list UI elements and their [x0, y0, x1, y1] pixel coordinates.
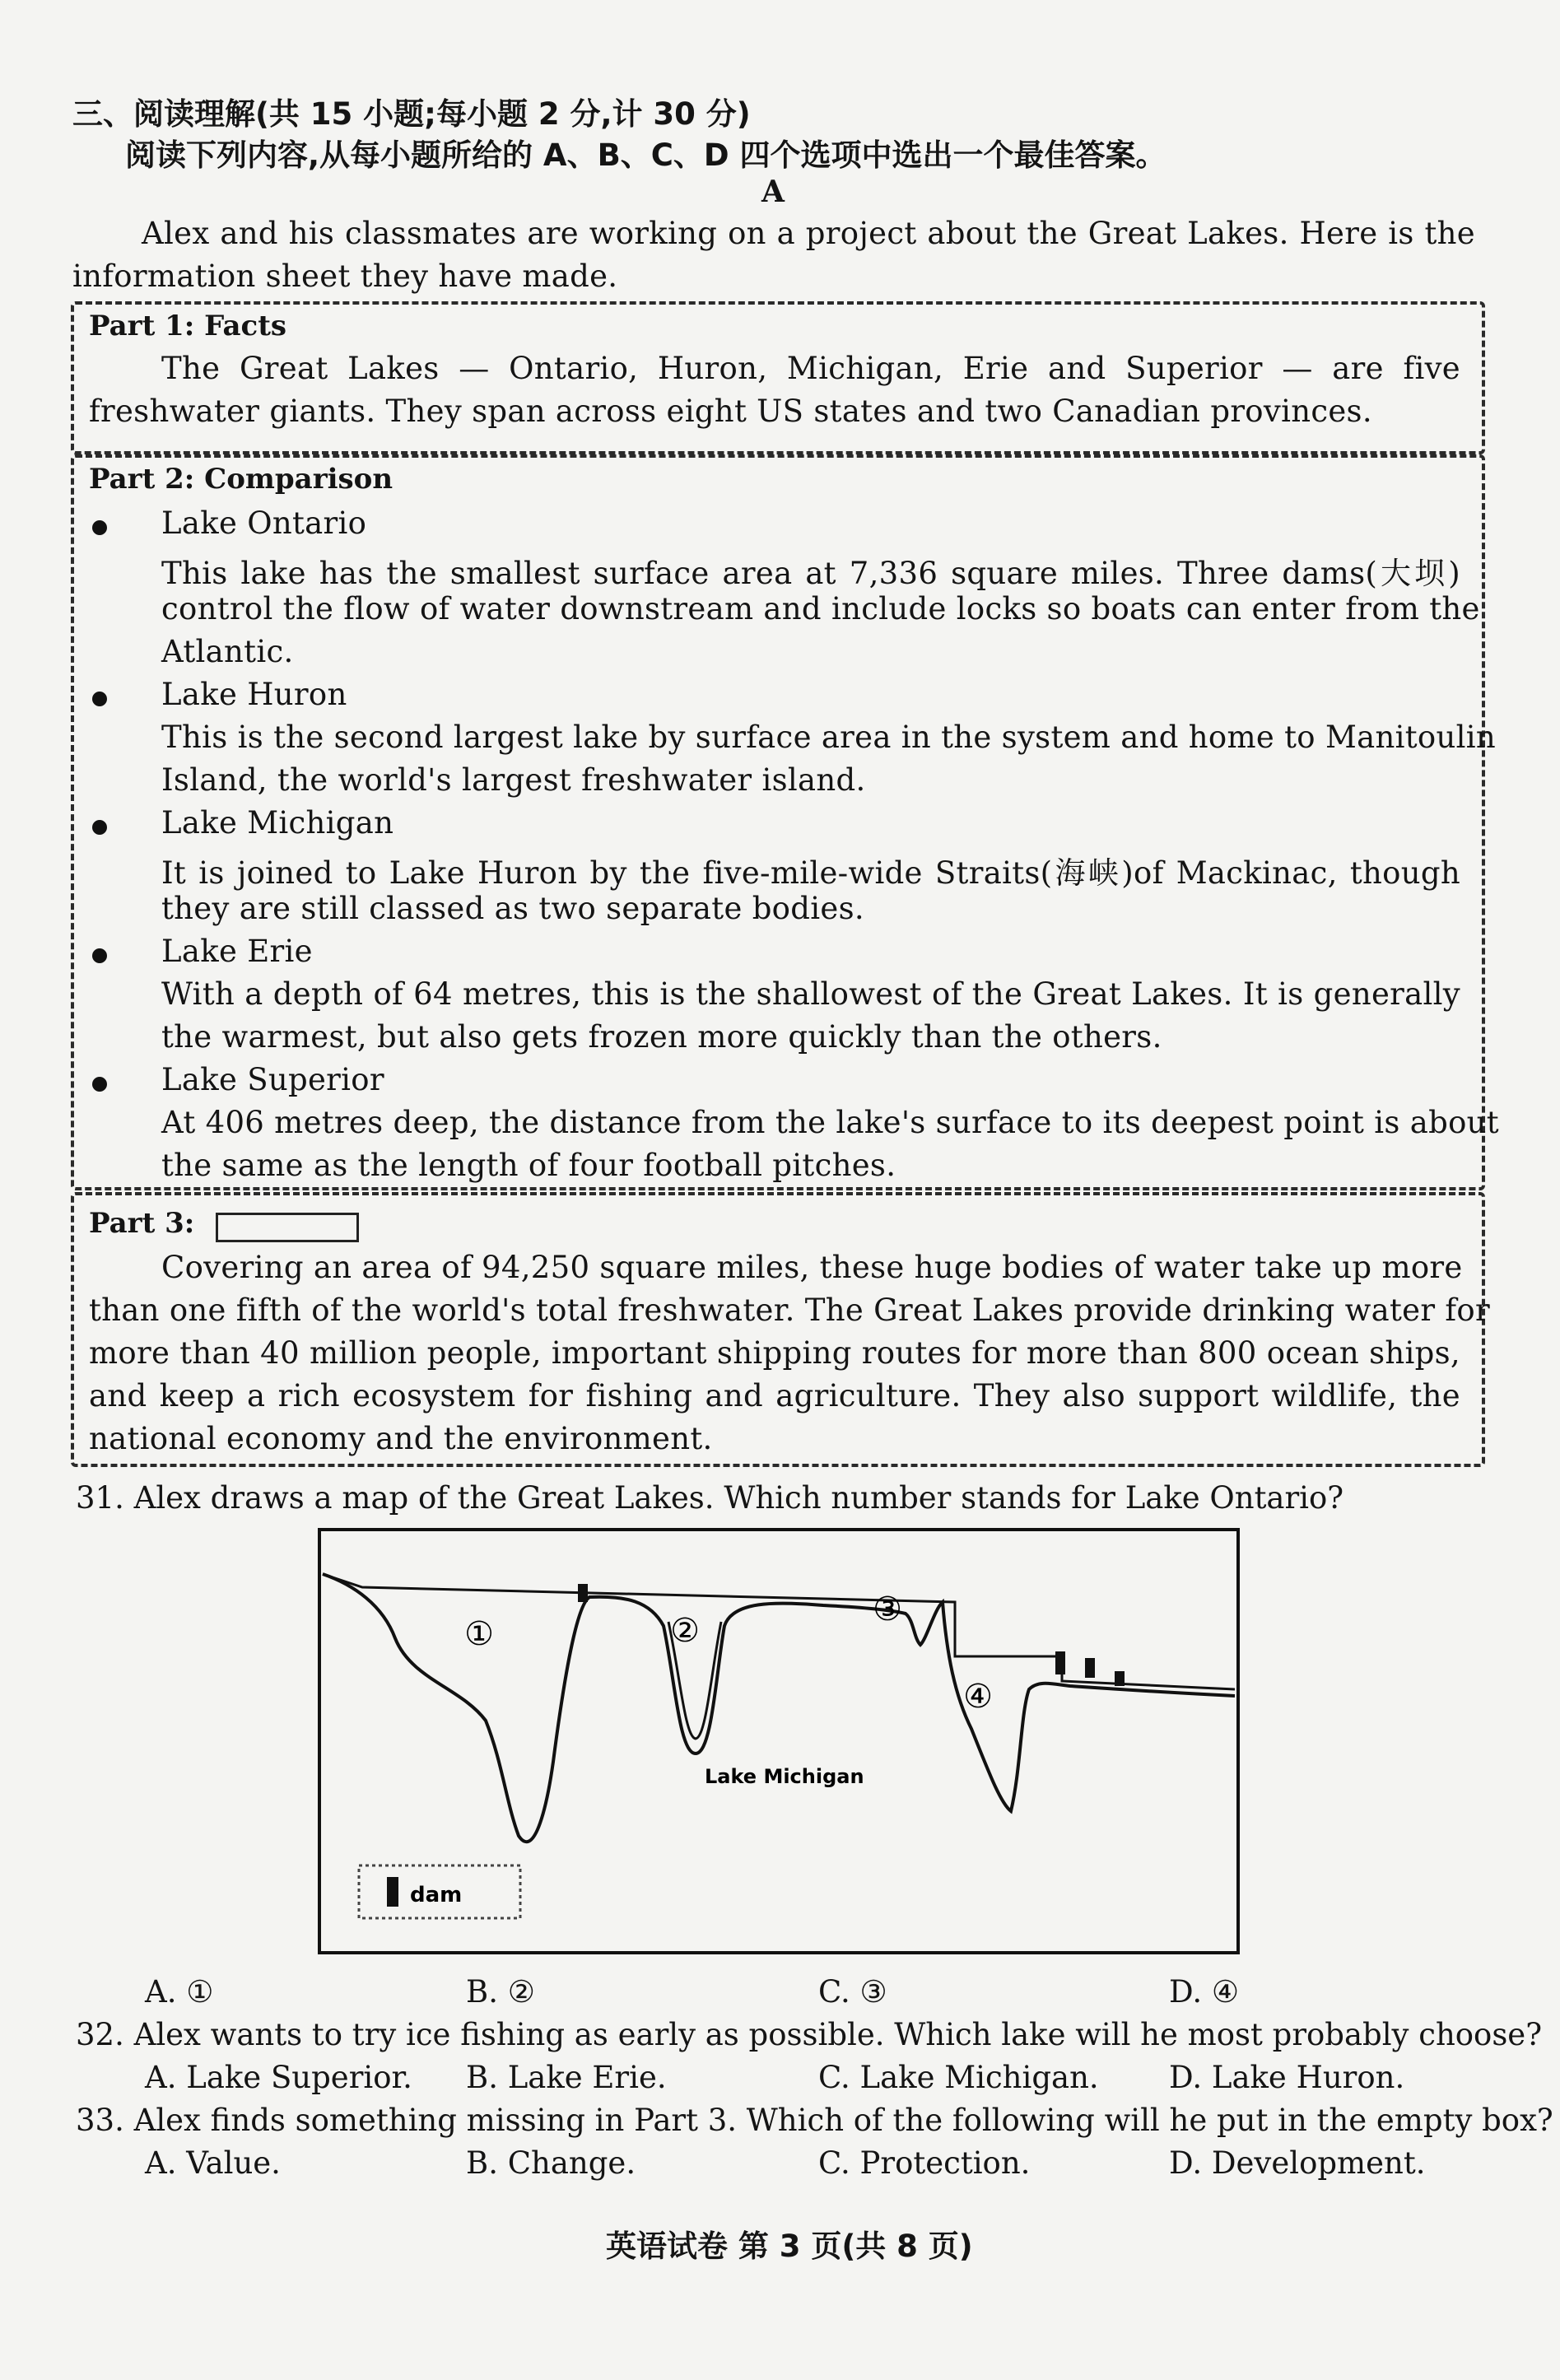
part2-title: Part 2: Comparison	[89, 463, 393, 496]
page-footer: 英语试卷 第 3 页(共 8 页)	[606, 2229, 973, 2264]
bullet-icon	[92, 1077, 107, 1092]
lake-ontario-line-1: This lake has the smallest surface area at 7,336 square miles. Three dams(大坝)	[161, 556, 1460, 591]
question-32: 32. Alex wants to try ice fishing as early as possible. Which lake will he most probably choose?	[76, 2017, 1543, 2052]
passage-letter: A	[761, 175, 785, 209]
legend-dam-icon	[387, 1877, 398, 1907]
question-31: 31. Alex draws a map of the Great Lakes. Which number stands for Lake Ontario?	[76, 1480, 1344, 1516]
dam-icon	[578, 1584, 588, 1602]
q31-option-d[interactable]: D. ④	[1169, 1974, 1240, 2010]
part1-title: Part 1: Facts	[89, 310, 287, 342]
lake-superior-line-1: At 406 metres deep, the distance from the lake's surface to its deepest point is about	[161, 1105, 1499, 1140]
lake-erie-line-2: the warmest, but also gets frozen more quickly than the others.	[161, 1019, 1162, 1055]
map-label-lake-michigan: Lake Michigan	[705, 1765, 864, 1788]
bullet-icon	[92, 948, 107, 963]
intro-line-2: information sheet they have made.	[72, 258, 618, 294]
q32-option-d[interactable]: D. Lake Huron.	[1169, 2060, 1405, 2095]
bullet-icon	[92, 692, 107, 706]
map-label-2: ②	[670, 1612, 700, 1650]
lake-huron-name: Lake Huron	[161, 677, 347, 712]
legend-box	[359, 1865, 520, 1918]
lake-huron-line-1: This is the second largest lake by surface area in the system and home to Manitoulin	[161, 720, 1497, 755]
water-surface-line	[323, 1574, 1235, 1689]
lake-ontario-name: Lake Ontario	[161, 505, 367, 541]
lake-ontario-line-3: Atlantic.	[161, 634, 294, 669]
map-frame	[319, 1530, 1238, 1953]
q33-option-a[interactable]: A. Value.	[145, 2145, 281, 2181]
lake-erie-name: Lake Erie	[161, 934, 313, 969]
question-33: 33. Alex finds something missing in Part 3. Which of the following will he put in the empty box?	[76, 2103, 1553, 2138]
bullet-icon	[92, 520, 107, 535]
dam-icon	[1055, 1651, 1065, 1674]
q32-option-a[interactable]: A. Lake Superior.	[145, 2060, 412, 2095]
dam-icon	[1115, 1671, 1125, 1686]
lake-michigan-line-2: they are still classed as two separate bodies.	[161, 891, 864, 926]
legend-label: dam	[410, 1883, 463, 1907]
intro-line-1: Alex and his classmates are working on a project about the Great Lakes. Here is the	[142, 216, 1475, 251]
lake-michigan-name: Lake Michigan	[161, 805, 394, 841]
lake-erie-line-1: With a depth of 64 metres, this is the shallowest of the Great Lakes. It is generally	[161, 976, 1460, 1012]
q32-option-b[interactable]: B. Lake Erie.	[466, 2060, 667, 2095]
q33-option-c[interactable]: C. Protection.	[818, 2145, 1031, 2181]
lake-superior-line-2: the same as the length of four football pitches.	[161, 1148, 896, 1183]
q33-option-b[interactable]: B. Change.	[466, 2145, 636, 2181]
lake-ontario-line-2: control the flow of water downstream and include locks so boats can enter from the	[161, 591, 1480, 626]
part3-line-5: national economy and the environment.	[89, 1421, 713, 1456]
part1-line-1: The Great Lakes — Ontario, Huron, Michigan, Erie and Superior — are five	[161, 351, 1460, 386]
section-heading: 三、阅读理解(共 15 小题;每小题 2 分,计 30 分)	[72, 96, 751, 132]
q33-option-d[interactable]: D. Development.	[1169, 2145, 1426, 2181]
lake-bed-outline	[323, 1574, 1235, 1842]
part3-line-2: than one fifth of the world's total freshwater. The Great Lakes provide drinking water for	[89, 1292, 1490, 1328]
q31-option-b[interactable]: B. ②	[466, 1974, 535, 2010]
part3-line-1: Covering an area of 94,250 square miles, these huge bodies of water take up more	[161, 1250, 1463, 1285]
instruction: 阅读下列内容,从每小题所给的 A、B、C、D 四个选项中选出一个最佳答案。	[125, 137, 1167, 173]
lake-superior-name: Lake Superior	[161, 1062, 384, 1097]
q32-option-c[interactable]: C. Lake Michigan.	[818, 2060, 1099, 2095]
part1-line-2: freshwater giants. They span across eight US states and two Canadian provinces.	[89, 394, 1372, 429]
map-label-4: ④	[963, 1678, 993, 1716]
part3-title: Part 3:	[89, 1207, 195, 1240]
part3-line-4: and keep a rich ecosystem for fishing and agriculture. They also support wildlife, the	[89, 1378, 1460, 1414]
map-label-3: ③	[873, 1591, 902, 1628]
map-label-1: ①	[464, 1615, 494, 1653]
lake-huron-line-2: Island, the world's largest freshwater island.	[161, 762, 866, 798]
part3-empty-title-box	[216, 1213, 359, 1242]
bullet-icon	[92, 820, 107, 835]
q31-option-a[interactable]: A. ①	[145, 1974, 214, 2010]
q31-option-c[interactable]: C. ③	[818, 1974, 887, 2010]
lake-michigan-line-1: It is joined to Lake Huron by the five-mile-wide Straits(海峡)of Mackinac, though	[161, 855, 1460, 891]
part3-line-3: more than 40 million people, important shipping routes for more than 800 ocean ships,	[89, 1335, 1460, 1371]
dam-icon	[1085, 1658, 1095, 1678]
lake-2-inner-line	[668, 1622, 721, 1739]
